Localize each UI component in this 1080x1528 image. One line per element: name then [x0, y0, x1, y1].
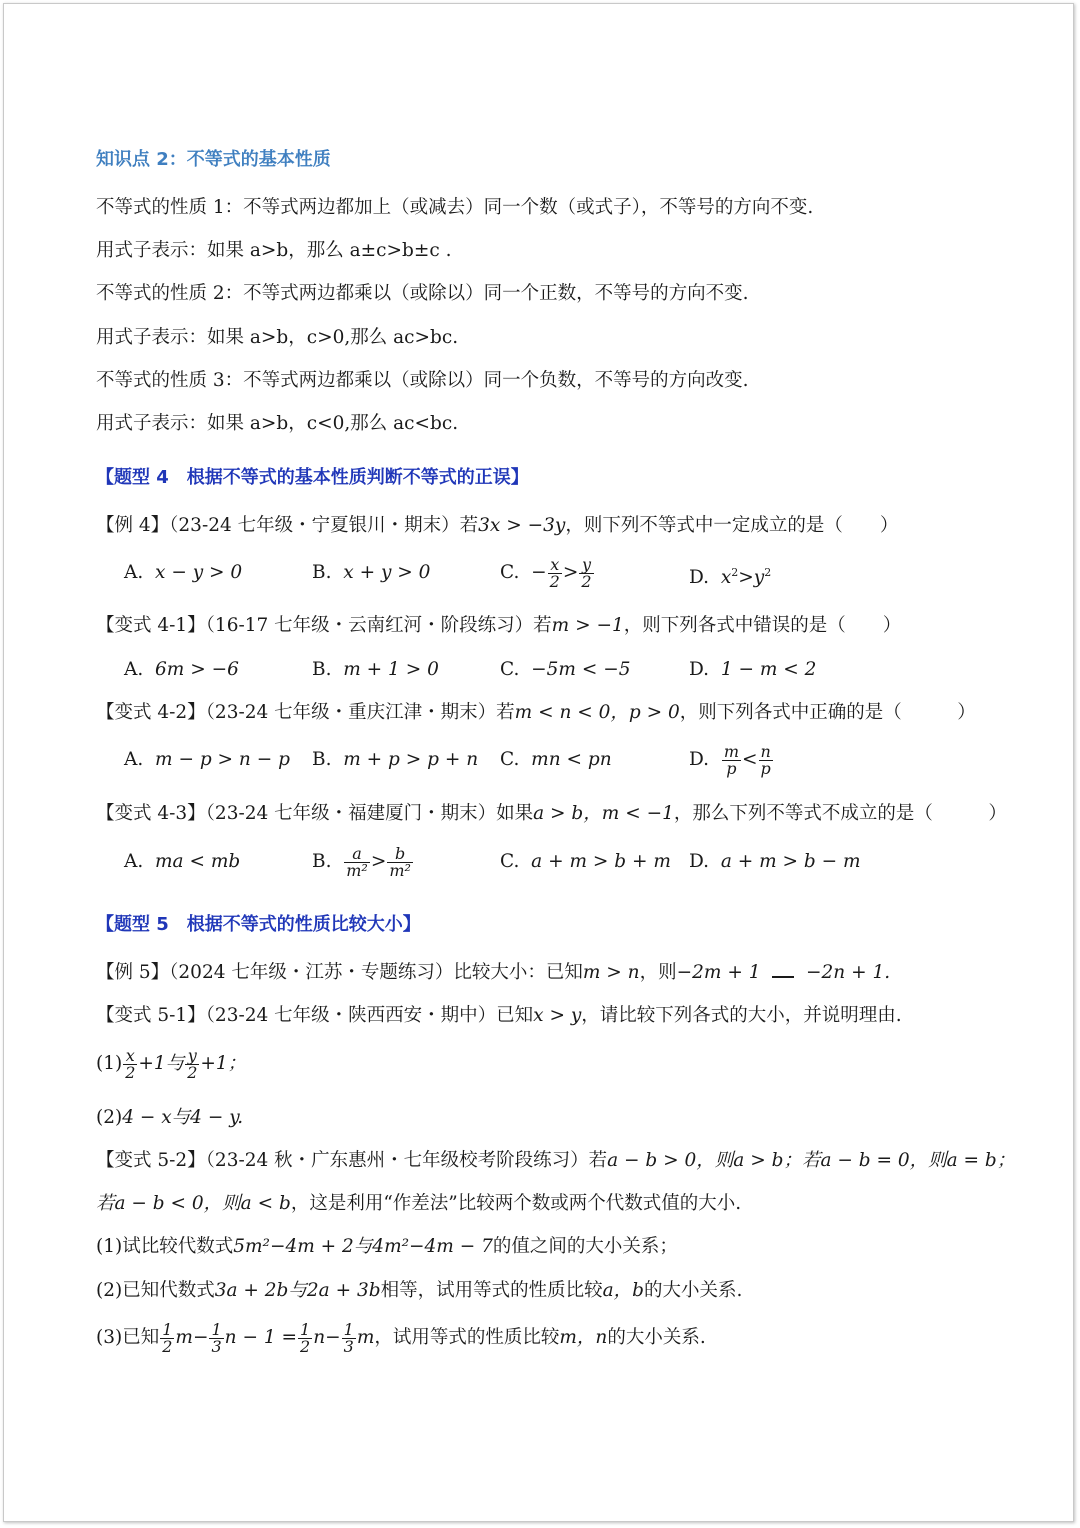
example-5 [96, 959, 890, 987]
ex4-option-d[interactable] [689, 559, 771, 592]
option-letter: D. [689, 749, 710, 770]
option-math: m + p > p + n [343, 749, 479, 770]
variant-prefix: 【变式 5-1】（23-24 七年级・陕西西安・期中）已知 [96, 1005, 534, 1026]
question-text: ，试用等式的性质比较 [374, 1327, 560, 1348]
expression: a，b [602, 1280, 644, 1301]
option-letter: C. [500, 749, 520, 770]
question-text: (1)试比较代数式 [96, 1236, 234, 1257]
variant-4-2 [96, 699, 976, 727]
fraction: $\frac{x}{2}$ [125, 1045, 136, 1082]
fraction: $\frac{a}{\text{m²}}$ [346, 843, 368, 880]
variant-condition: x > y [533, 1005, 582, 1026]
question-text: (3)已知 [96, 1327, 160, 1348]
variant-5-1-q1 [96, 1041, 246, 1087]
option-math: mn < pn [531, 749, 612, 770]
v41-option-a[interactable] [124, 656, 239, 684]
variant-4-1 [96, 612, 901, 640]
expression-part: +1； [200, 1053, 247, 1074]
option-letter: B. [312, 659, 332, 680]
variant-5-1-q2 [96, 1104, 243, 1132]
variant-condition: m > −1 [551, 615, 624, 636]
property-3-formula: 用式子表示：如果 a>b，c<0,那么 ac<bc. [96, 413, 459, 434]
fraction: $\frac{b}{\text{m²}}$ [389, 843, 411, 880]
option-letter: B. [312, 851, 332, 872]
question-text: 的值之间的大小关系； [492, 1236, 678, 1257]
property-2-formula: 用式子表示：如果 a>b，c>0,那么 ac>bc. [96, 327, 459, 348]
property-1-formula: 用式子表示：如果 a>b，那么 a±c>b±c . [96, 240, 452, 261]
v41-option-d[interactable] [689, 656, 816, 684]
variant-5-2-q1 [96, 1233, 678, 1261]
v42-option-a[interactable] [124, 746, 290, 774]
option-math: m − p > n − p [155, 749, 290, 770]
option-math: m + 1 > 0 [343, 659, 439, 680]
example-connector: ，则 [639, 962, 677, 983]
type-5-title: 【题型 5 根据不等式的性质比较大小】 [96, 914, 421, 935]
option-letter: B. [312, 562, 332, 583]
fraction: $\frac{y}{2}$ [581, 554, 592, 591]
variant-text: ，这是利用“作差法”比较两个数或两个代数式值的大小. [290, 1193, 742, 1214]
option-math: −5m < −5 [531, 659, 631, 680]
variant-prefix: 【变式 4-1】（16-17 七年级・云南红河・阶段练习）若 [96, 615, 552, 636]
example-4-condition: 3x > −3y [478, 515, 566, 536]
option-math: ma < mb [155, 851, 241, 872]
question-text: 相等，试用等式的性质比较 [380, 1280, 603, 1301]
property-3: 不等式的性质 3：不等式两边都乘以（或除以）同一个负数，不等号的方向改变. [96, 370, 749, 391]
expression: m，n [559, 1327, 608, 1348]
v42-option-d[interactable] [689, 737, 774, 783]
question-text: (2)已知代数式 [96, 1280, 215, 1301]
variant-question: ，则下列各式中正确的是（ ） [679, 702, 976, 723]
property-1: 不等式的性质 1：不等式两边都加上（或减去）同一个数（或式子），不等号的方向不变. [96, 197, 814, 218]
option-letter: A. [124, 749, 144, 770]
variant-condition: 若a − b < 0，则a < b [96, 1193, 291, 1214]
option-math: 6m > −6 [155, 659, 239, 680]
v43-option-a[interactable] [124, 848, 240, 876]
variant-question: ，则下列各式中错误的是（ ） [623, 615, 902, 636]
example-4-prefix: 【例 4】（23-24 七年级・宁夏银川・期末）若 [96, 515, 479, 536]
variant-4-3 [96, 800, 1007, 828]
v41-option-b[interactable] [312, 656, 439, 684]
expression-part: +1与 [138, 1053, 185, 1074]
fraction: $\frac{y}{2}$ [187, 1045, 198, 1082]
ex4-option-b[interactable] [312, 559, 430, 587]
fraction: $\frac{1}{2}$ [300, 1319, 311, 1356]
option-math: 1 − m < 2 [720, 659, 817, 680]
option-math: a + m > b + m [531, 851, 671, 872]
variant-question: ，请比较下列各式的大小，并说明理由. [581, 1005, 902, 1026]
fraction: $\frac{m}{p}$ [723, 741, 739, 778]
math-y: y [753, 567, 765, 589]
exponent: 2 [731, 566, 739, 579]
option-letter: C. [500, 562, 520, 583]
variant-condition: a − b > 0，则a > b；若a − b = 0，则a = b； [607, 1150, 1016, 1171]
ex4-option-a[interactable] [124, 559, 242, 587]
knowledge-point-title: 知识点 2：不等式的基本性质 [96, 149, 331, 170]
variant-5-2-q2 [96, 1277, 742, 1305]
variant-5-2-line-1 [96, 1147, 1015, 1175]
relation: > [738, 567, 754, 589]
v43-option-c[interactable] [500, 848, 671, 876]
option-letter: D. [689, 659, 710, 680]
relation: < [742, 749, 758, 770]
fraction: $\frac{1}{3}$ [343, 1319, 354, 1356]
expression-right: −2n + 1. [806, 962, 891, 983]
math-x: x [720, 567, 732, 589]
question-number: (1) [96, 1053, 123, 1074]
v42-option-c[interactable] [500, 746, 612, 774]
exponent: 2 [764, 566, 772, 579]
question-number: (2) [96, 1107, 123, 1128]
question-text: 的大小关系. [643, 1280, 743, 1301]
variant-condition: a > b，m < −1 [533, 803, 674, 824]
v41-option-c[interactable] [500, 656, 631, 684]
fraction: $\frac{x}{2}$ [549, 554, 560, 591]
example-4 [96, 512, 898, 540]
option-math: x − y > 0 [155, 562, 243, 583]
expression: 5m²−4m + 2与4m²−4m − 7 [233, 1236, 493, 1257]
expression: 4 − x与4 − y. [122, 1107, 244, 1128]
option-letter: B. [312, 749, 332, 770]
option-math: a + m > b − m [720, 851, 861, 872]
v42-option-b[interactable] [312, 746, 478, 774]
option-letter: A. [124, 851, 144, 872]
expression-left: −2m + 1 [676, 962, 761, 983]
ex4-option-c[interactable] [500, 550, 595, 596]
type-4-title: 【题型 4 根据不等式的基本性质判断不等式的正误】 [96, 467, 529, 488]
fraction: $\frac{1}{3}$ [211, 1319, 222, 1356]
property-2: 不等式的性质 2：不等式两边都乘以（或除以）同一个正数，不等号的方向不变. [96, 283, 749, 304]
variant-5-2-q3: (3)已知 $\frac{1}{2}$ m− $\frac{1}{3}$ n − 1 = $\frac{1}{2}$ n− $\frac{1}{3}$ m，试用等式的性质比较m，n的大小关系. [96, 1319, 706, 1356]
variant-5-1 [96, 1002, 902, 1030]
fraction: $\frac{n}{p}$ [760, 741, 771, 778]
option-letter: C. [500, 851, 520, 872]
example-prefix: 【例 5】（2024 七年级・江苏・专题练习）比较大小：已知 [96, 962, 583, 983]
relation: > [370, 851, 387, 872]
option-letter: A. [124, 562, 144, 583]
question-text: 的大小关系. [607, 1327, 706, 1348]
v43-option-d[interactable] [689, 848, 861, 876]
minus-sign: − [531, 562, 547, 583]
example-condition: m > n [582, 962, 640, 983]
fraction: $\frac{1}{2}$ [162, 1319, 173, 1356]
option-letter: C. [500, 659, 520, 680]
variant-5-2-line-2 [96, 1190, 741, 1218]
option-letter: A. [124, 659, 144, 680]
v43-option-b[interactable] [312, 839, 414, 885]
variant-prefix: 【变式 4-2】（23-24 七年级・重庆江津・期末）若 [96, 702, 515, 723]
option-letter: D. [689, 851, 710, 872]
relation: > [562, 562, 579, 583]
variant-prefix: 【变式 4-3】（23-24 七年级・福建厦门・期末）如果 [96, 803, 534, 824]
variant-condition: m < n < 0，p > 0 [514, 702, 680, 723]
example-4-question: ，则下列不等式中一定成立的是（ ） [565, 515, 899, 536]
variant-prefix: 【变式 5-2】（23-24 秋・广东惠州・七年级校考阶段练习）若 [96, 1150, 608, 1171]
option-letter: D. [689, 567, 710, 589]
option-math: x + y > 0 [343, 562, 431, 583]
variant-question: ，那么下列不等式不成立的是（ ） [673, 803, 1007, 824]
expression: 3a + 2b与2a + 3b [214, 1280, 381, 1301]
answer-blank[interactable] [772, 960, 794, 978]
